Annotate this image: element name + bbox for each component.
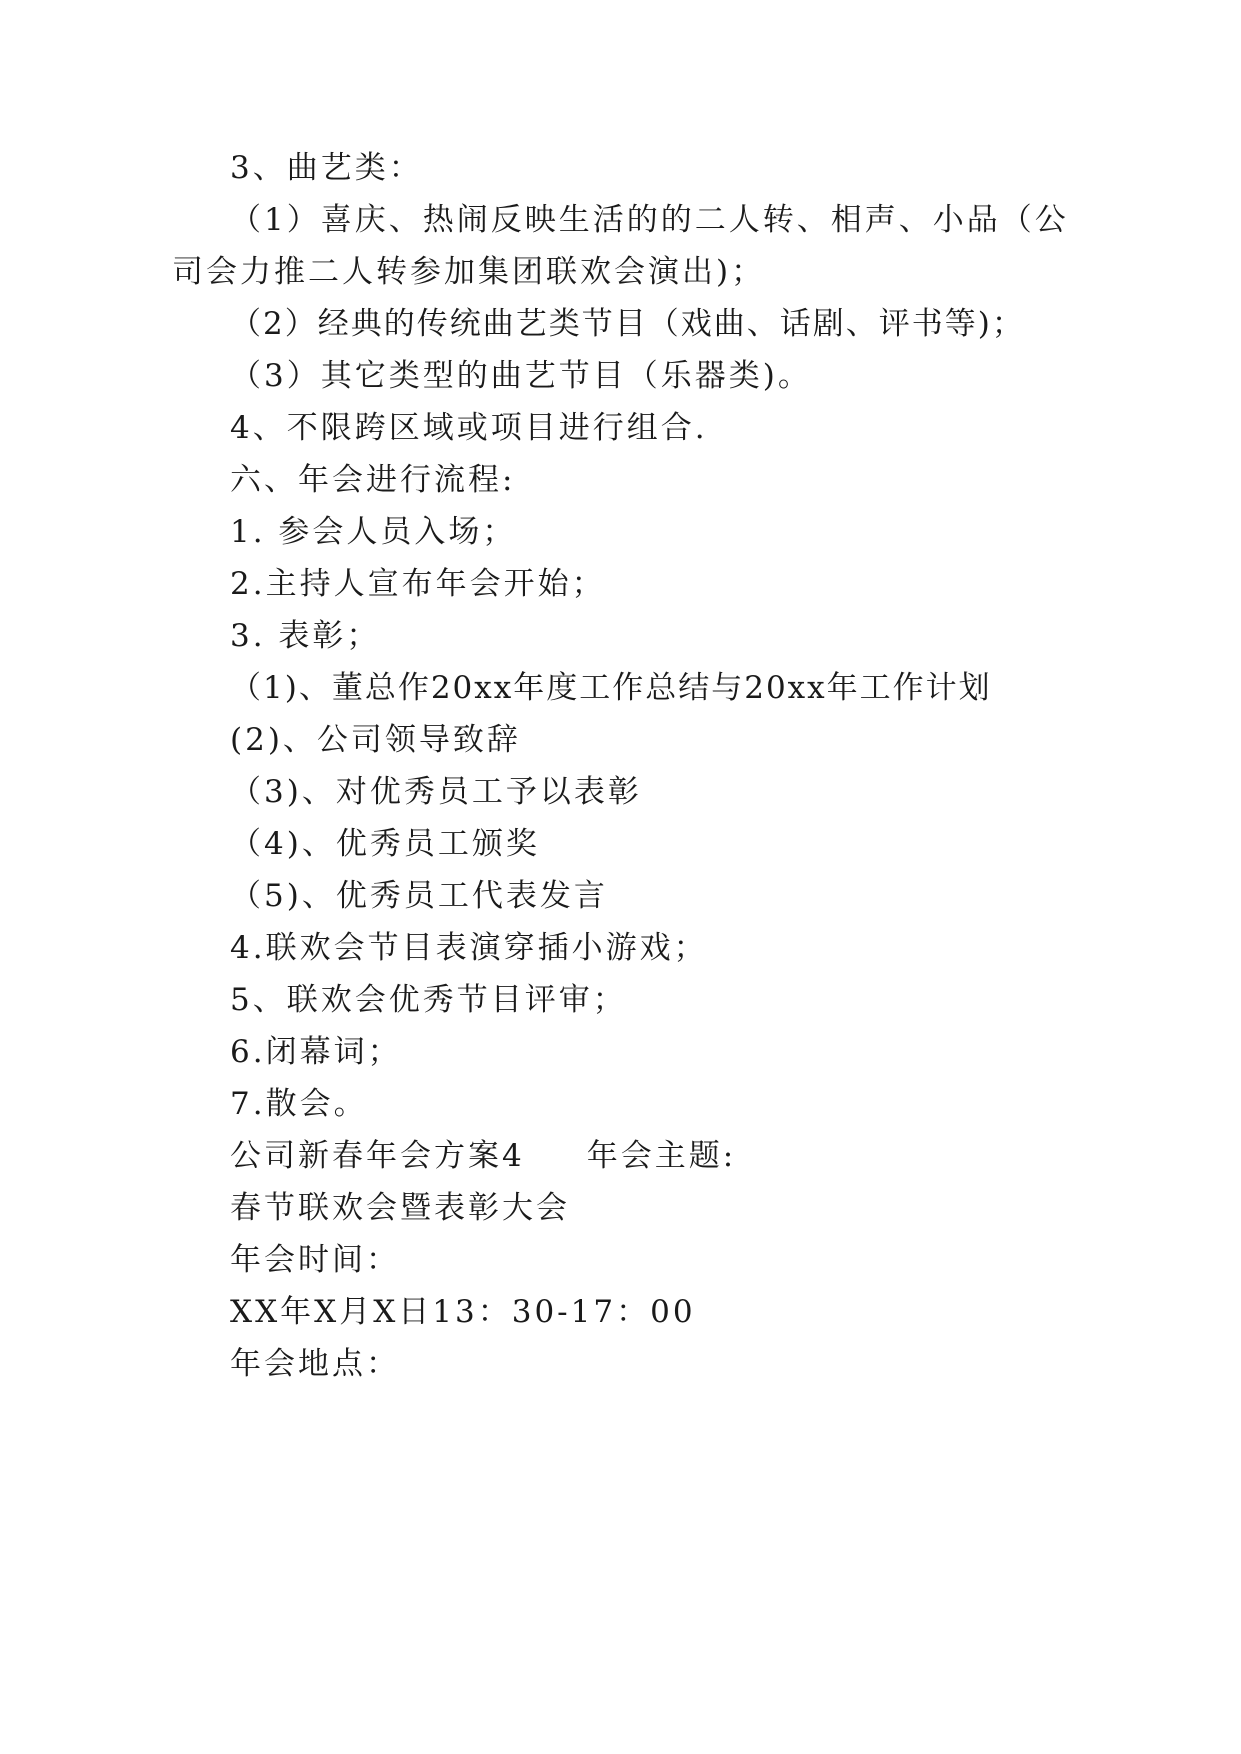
list-item: （3)、对优秀员工予以表彰 <box>230 774 642 810</box>
list-item: 5、联欢会优秀节目评审； <box>230 982 627 1018</box>
list-item: 6.闭幕词； <box>230 1034 402 1070</box>
list-item: (2)、公司领导致辞 <box>230 722 521 758</box>
section-heading-quyi: 3、曲艺类： <box>230 150 423 186</box>
theme-label: 年会主题: <box>586 1138 737 1174</box>
section-heading-process: 六、年会进行流程: <box>230 462 516 498</box>
list-item: 7.散会。 <box>230 1086 368 1122</box>
list-item: 1. 参会人员入场； <box>230 514 517 550</box>
paragraph-line: （1）喜庆、热闹反映生活的的二人转、相声、小品（公 <box>230 202 1069 238</box>
location-label: 年会地点： <box>230 1346 400 1382</box>
paragraph-line: （2）经典的传统曲艺类节目（戏曲、话剧、评书等)； <box>230 306 1025 342</box>
paragraph-line: 司会力推二人转参加集团联欢会演出)； <box>172 254 766 290</box>
paragraph-line: 4、不限跨区域或项目进行组合. <box>230 410 708 446</box>
list-item: （5)、优秀员工代表发言 <box>230 878 608 914</box>
time-value: XX年X月X日13：30-17：00 <box>230 1294 696 1330</box>
list-item: 3. 表彰； <box>230 618 381 654</box>
list-item: （4)、优秀员工颁奖 <box>230 826 540 862</box>
list-item: （1)、董总作20xx年度工作总结与20xx年工作计划 <box>230 670 992 706</box>
plan-heading-row <box>230 1136 736 1176</box>
time-label: 年会时间： <box>230 1242 400 1278</box>
theme-value: 春节联欢会暨表彰大会 <box>230 1190 570 1226</box>
paragraph-line: （3）其它类型的曲艺节目（乐器类)。 <box>230 358 812 394</box>
plan-title: 公司新春年会方案4 <box>230 1138 525 1174</box>
list-item: 4.联欢会节目表演穿插小游戏； <box>230 930 708 966</box>
list-item: 2.主持人宣布年会开始； <box>230 566 606 602</box>
